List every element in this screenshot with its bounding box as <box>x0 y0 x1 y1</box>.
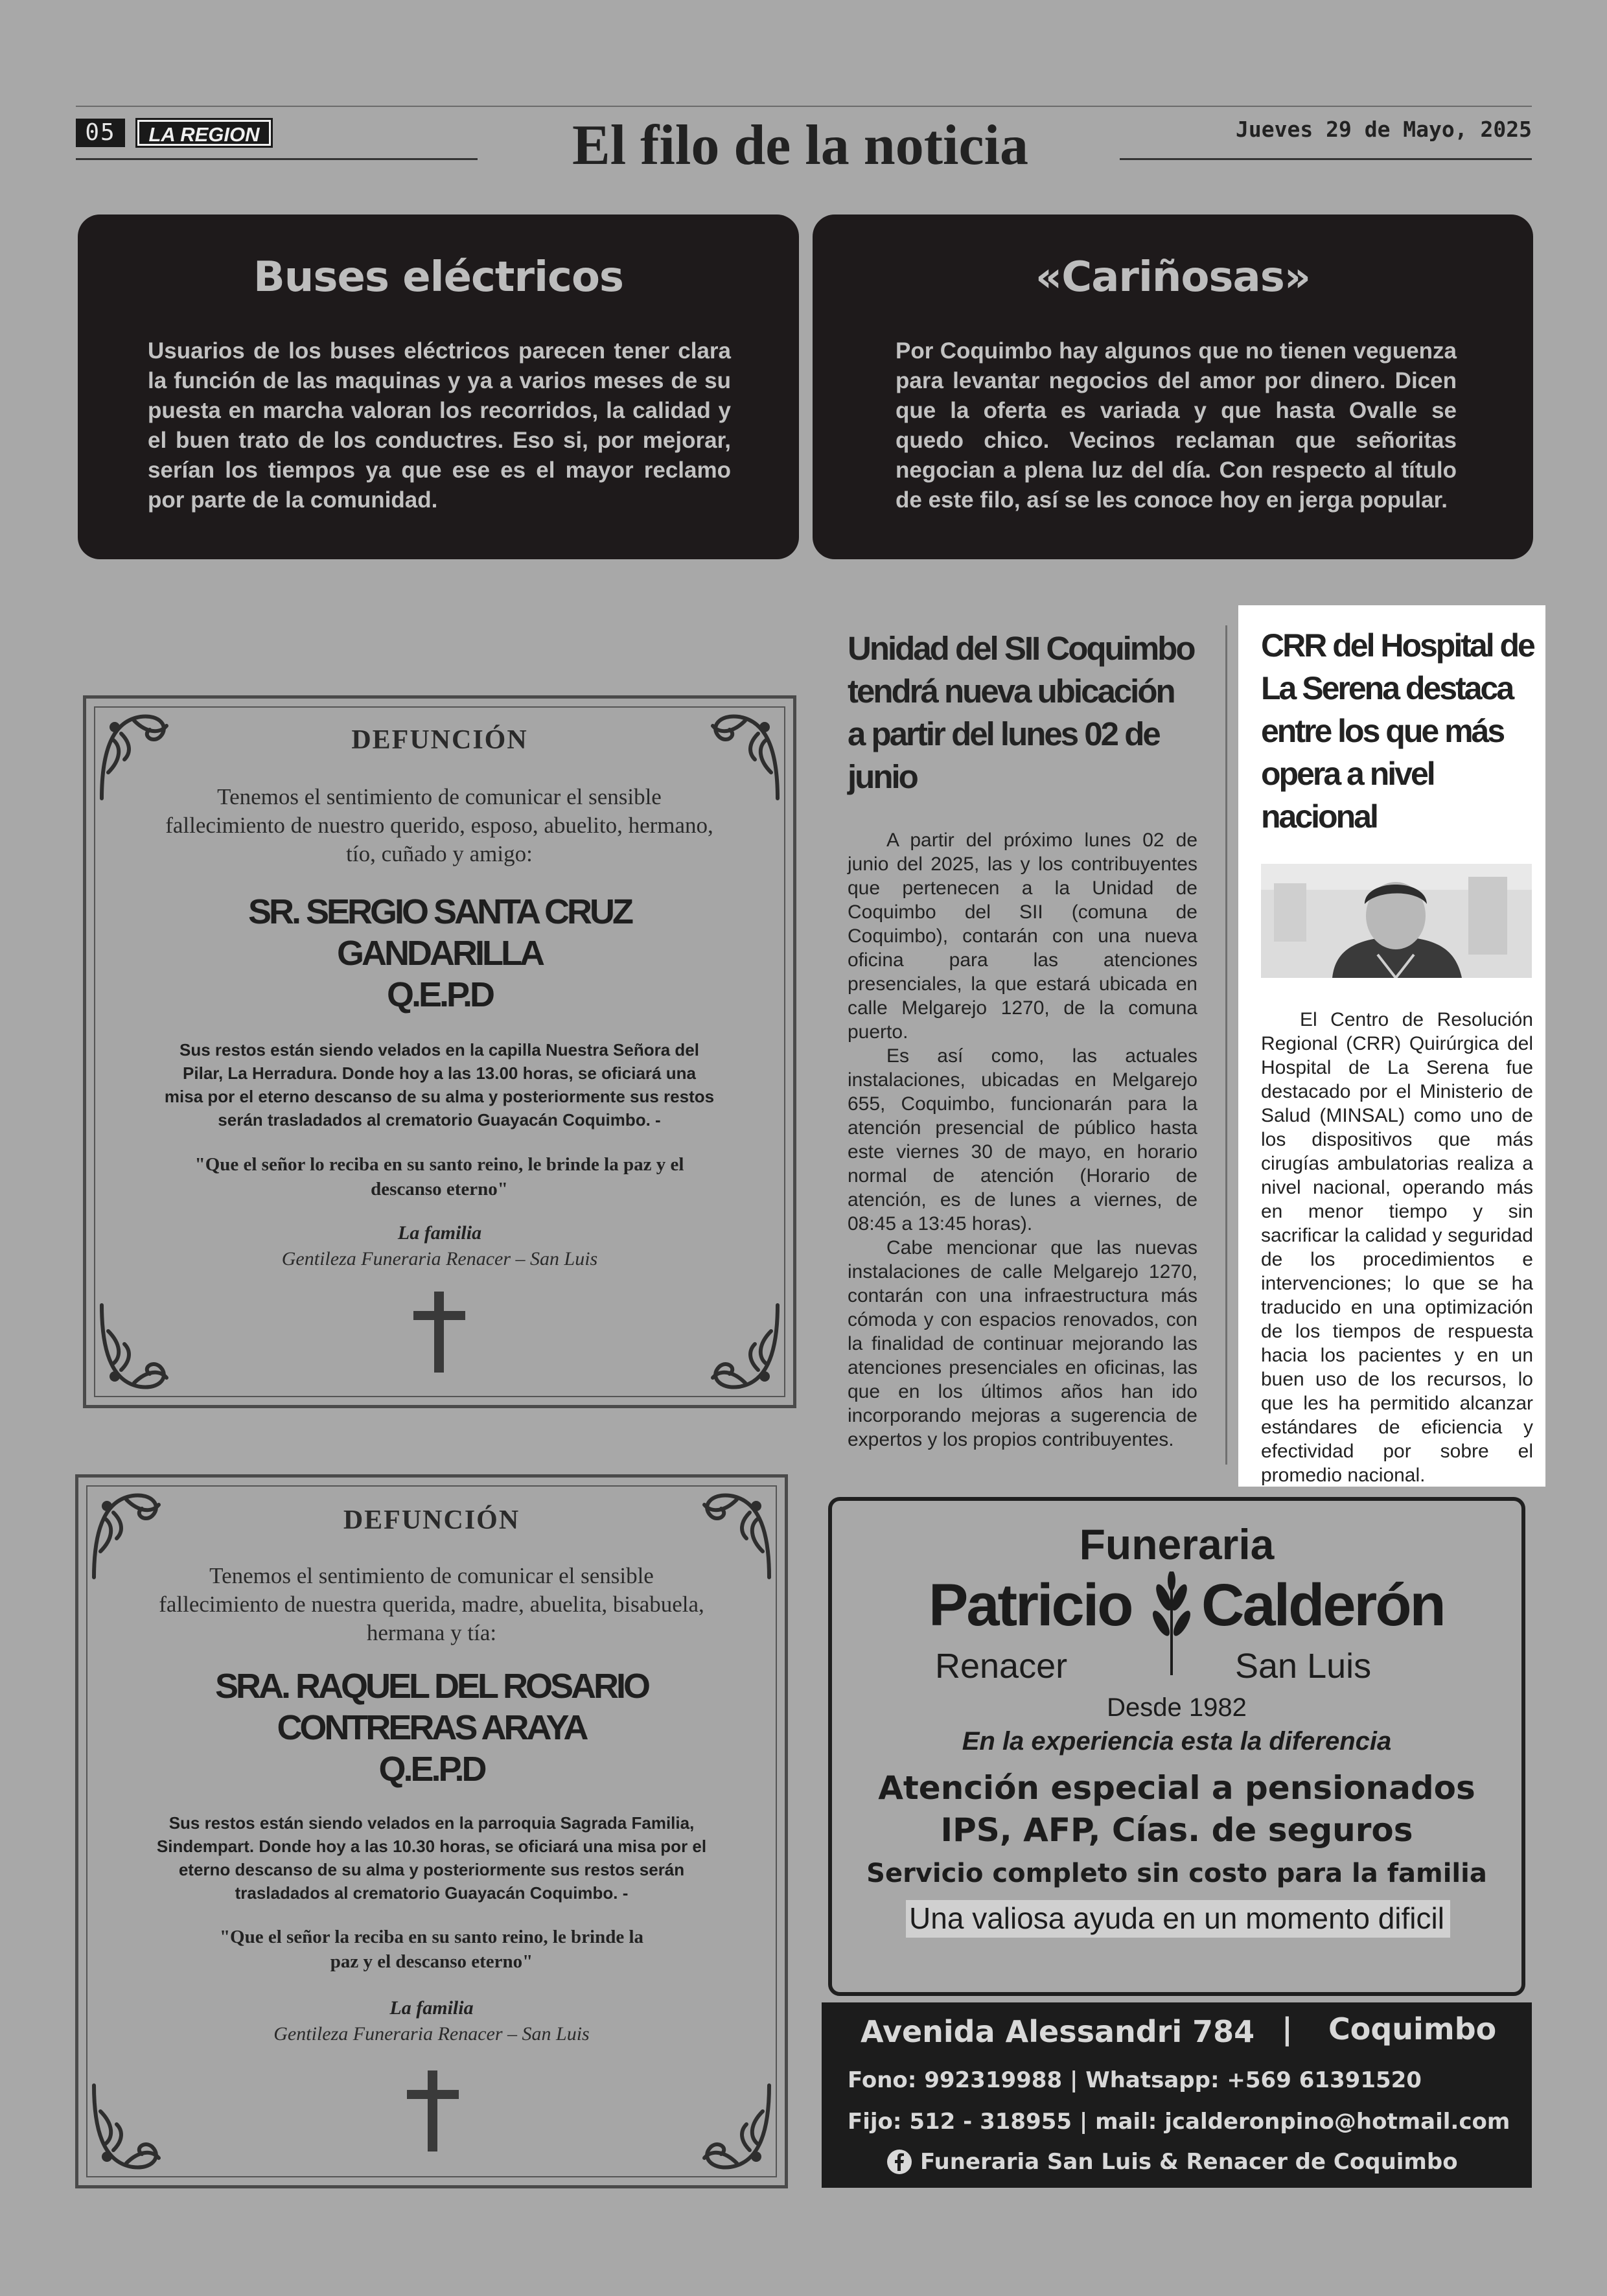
column-divider <box>1225 625 1227 1465</box>
ad-contact-footer <box>822 2002 1532 2188</box>
ad-help: Una valiosa ayuda en un momento dificil <box>909 1901 1444 1935</box>
ad-fixed-mail: Fijo: 512 - 318955 | mail: jcalderonpino@hotmail.com <box>848 2109 1510 2135</box>
article-sii <box>848 627 1197 1452</box>
funeral-advertisement <box>822 1490 1532 2188</box>
ad-sub-right: San Luis <box>1235 1647 1372 1686</box>
article-paragraph: A partir del próximo lunes 02 de junio del 2025, las y los contribuyentes que pertenecen a la Unidad de Coquimbo del SII (comuna de Coquimbo), contarán con una nueva oficina para las atenciones presenciales, la que estará ubicada en calle Melgarejo 1270, de la comuna puerto. <box>848 829 1197 1043</box>
ad-funeraria: Funeraria <box>1079 1520 1275 1568</box>
article-paragraph: Es así como, las actuales instalaciones, ubicadas en Melgarejo 655, Coquimbo, funcionarán para la atención presencial de público hasta este viernes 30 de mayo, en horario normal de atención (Horario de atención, es de lunes a viernes, de 08:45 a 13:45 horas). <box>848 1045 1197 1235</box>
notice-title: DEFUNCIÓN <box>351 725 528 755</box>
filo-text: Por Coquimbo hay algunos que no tienen veguenza para levantar negocios del amor por dinero. Dicen que la oferta es variada y que hasta Ovalle se quedo chico. Vecinos reclaman que señoritas negocian a plena luz del día. Con respecto al título de este filo, así se les conoce hoy en jerga popular. <box>896 338 1457 513</box>
deceased-name-line1: SRA. RAQUEL DEL ROSARIO <box>214 1667 649 1706</box>
corner-ornament-icon <box>678 2079 776 2176</box>
article-photo <box>1261 864 1532 978</box>
ad-attention-1: Atención especial a pensionados <box>878 1769 1475 1807</box>
ad-attention-2: IPS, AFP, Cías. de seguros <box>940 1811 1413 1849</box>
corner-ornament-icon <box>95 1299 192 1396</box>
corner-ornament-icon <box>87 2079 185 2176</box>
corner-ornament-icon <box>687 1299 784 1396</box>
ad-since: Desde 1982 <box>1107 1693 1247 1722</box>
filo-text: Usuarios de los buses eléctricos parecen tener clara la función de las maquinas y ya a varios meses de su puesta en marcha valoran los recorridos, la calidad y el buen trato de los conductres. Eso si, por mejorar, serían los tiempos ya que ese es el mayor reclamo por parte de la comunidad. <box>148 338 731 513</box>
notice-quote: "Que el señor la reciba en su santo reino, le brinde la paz y el descanso eterno" <box>219 1927 644 1972</box>
notice-quote: "Que el señor lo reciba en su santo reino, le brinde la paz y el descanso eterno" <box>194 1154 684 1200</box>
header-line-right <box>1120 158 1532 160</box>
cross-icon <box>413 1292 465 1373</box>
ad-name-right: Calderón <box>1201 1572 1444 1638</box>
ad-phone: Fono: 992319988 | Whatsapp: +569 61391520 <box>848 2067 1422 2093</box>
filo-box-carinosas <box>813 215 1533 559</box>
article-headline: CRR del Hospital de La Serena destaca entre los que más opera a nivel nacional <box>1261 627 1534 835</box>
deceased-name-line1: SR. SERGIO SANTA CRUZ <box>248 892 632 931</box>
article-crr <box>1261 624 1536 838</box>
death-notice-raquel <box>75 1474 788 2188</box>
ad-name-left: Patricio <box>929 1572 1132 1638</box>
nurse-photo-image <box>1261 864 1532 978</box>
notice-family: La familia <box>397 1222 482 1244</box>
ad-sub-left: Renacer <box>935 1647 1068 1686</box>
ad-slogan: En la experiencia esta la diferencia <box>962 1727 1392 1756</box>
filo-title: «Cariñosas» <box>1035 253 1311 301</box>
article-crr-body <box>1261 1008 1533 1487</box>
wheat-icon <box>1144 1571 1199 1675</box>
notice-title: DEFUNCIÓN <box>343 1505 520 1535</box>
deceased-name-line2: CONTRERAS ARAYA <box>277 1708 586 1747</box>
cross-icon <box>407 2070 459 2151</box>
notice-courtesy: Gentileza Funeraria Renacer – San Luis <box>273 2023 590 2045</box>
issue-date: Jueves 29 de Mayo, 2025 <box>1236 117 1532 142</box>
filo-box-buses <box>78 215 799 559</box>
ad-facebook: Funeraria San Luis & Renacer de Coquimbo <box>920 2149 1458 2175</box>
notice-intro: Tenemos el sentimiento de comunicar el sensible fallecimiento de nuestro querido, esposo, abuelito, hermano, tío, cuñado y amigo: <box>165 784 713 866</box>
header-line-left <box>76 158 478 160</box>
filo-title: Buses eléctricos <box>253 253 623 301</box>
notice-intro: Tenemos el sentimiento de comunicar el sensible fallecimiento de nuestra querida, madre, abuelita, bisabuela, hermana y tía: <box>159 1563 704 1645</box>
death-notice-sergio <box>83 695 796 1408</box>
page-number: 05 <box>76 119 125 147</box>
deceased-name-line2: GANDARILLA <box>337 934 542 973</box>
ad-separator: | <box>1282 2012 1293 2047</box>
article-headline: Unidad del SII Coquimbo tendrá nueva ubicación a partir del lunes 02 de junio <box>848 630 1194 795</box>
notice-body: Sus restos están siendo velados en la parroquia Sagrada Familia, Sindempart. Donde hoy a las 10.30 horas, se oficiará una misa por el eterno descanso de su alma y posteriormente sus restos serán trasladados al crematorio Guayacán Coquimbo. - <box>156 1813 707 1903</box>
deceased-qepd: Q.E.P.D <box>386 975 493 1014</box>
ad-city: Coquimbo <box>1328 2012 1497 2047</box>
article-paragraph: Cabe mencionar que las nuevas instalaciones de calle Melgarejo 1270, contarán con una infraestructura más cómoda y con espacios renovados, con la finalidad de continuar mejorando las atenciones presenciales en oficinas, las que en los últimos años han ido incorporando mejoras a sugerencia de expertos y los propios contribuyentes. <box>848 1237 1197 1450</box>
newspaper-brand: LA REGION <box>137 120 271 146</box>
section-title: El filo de la noticia <box>572 114 1028 177</box>
notice-body: Sus restos están siendo velados en la capilla Nuestra Señora del Pilar, La Herradura. Donde hoy a las 13.00 horas, se oficiará una misa por el eterno descanso de su alma y posteriormente sus restos serán trasladados al crematorio Guayacán Coquimbo. - <box>164 1040 715 1130</box>
notice-courtesy: Gentileza Funeraria Renacer – San Luis <box>281 1248 598 1270</box>
ad-address: Avenida Alessandri 784 <box>861 2014 1255 2049</box>
header-rule <box>76 106 1532 107</box>
facebook-icon <box>886 2149 912 2175</box>
ad-service: Servicio completo sin costo para la familia <box>866 1859 1487 1888</box>
deceased-qepd: Q.E.P.D <box>378 1750 485 1789</box>
article-paragraph: El Centro de Resolución Regional (CRR) Quirúrgica del Hospital de La Serena fue destacado por el Ministerio de Salud (MINSAL) como uno de los dispositivos que más cirugías ambulatorias realiza a nivel nacional, operando más en menor tiempo y sin sacrificar la calidad y seguridad de los procedimientos e intervenciones; lo que se ha traducido en una optimización de los tiempos de respuesta hacia los pacientes y en un buen uso de los recursos, lo que les ha permitido alcanzar estándares de eficiencia y efectividad por sobre el promedio nacional. <box>1261 1009 1533 1486</box>
notice-family: La familia <box>389 1997 474 2019</box>
